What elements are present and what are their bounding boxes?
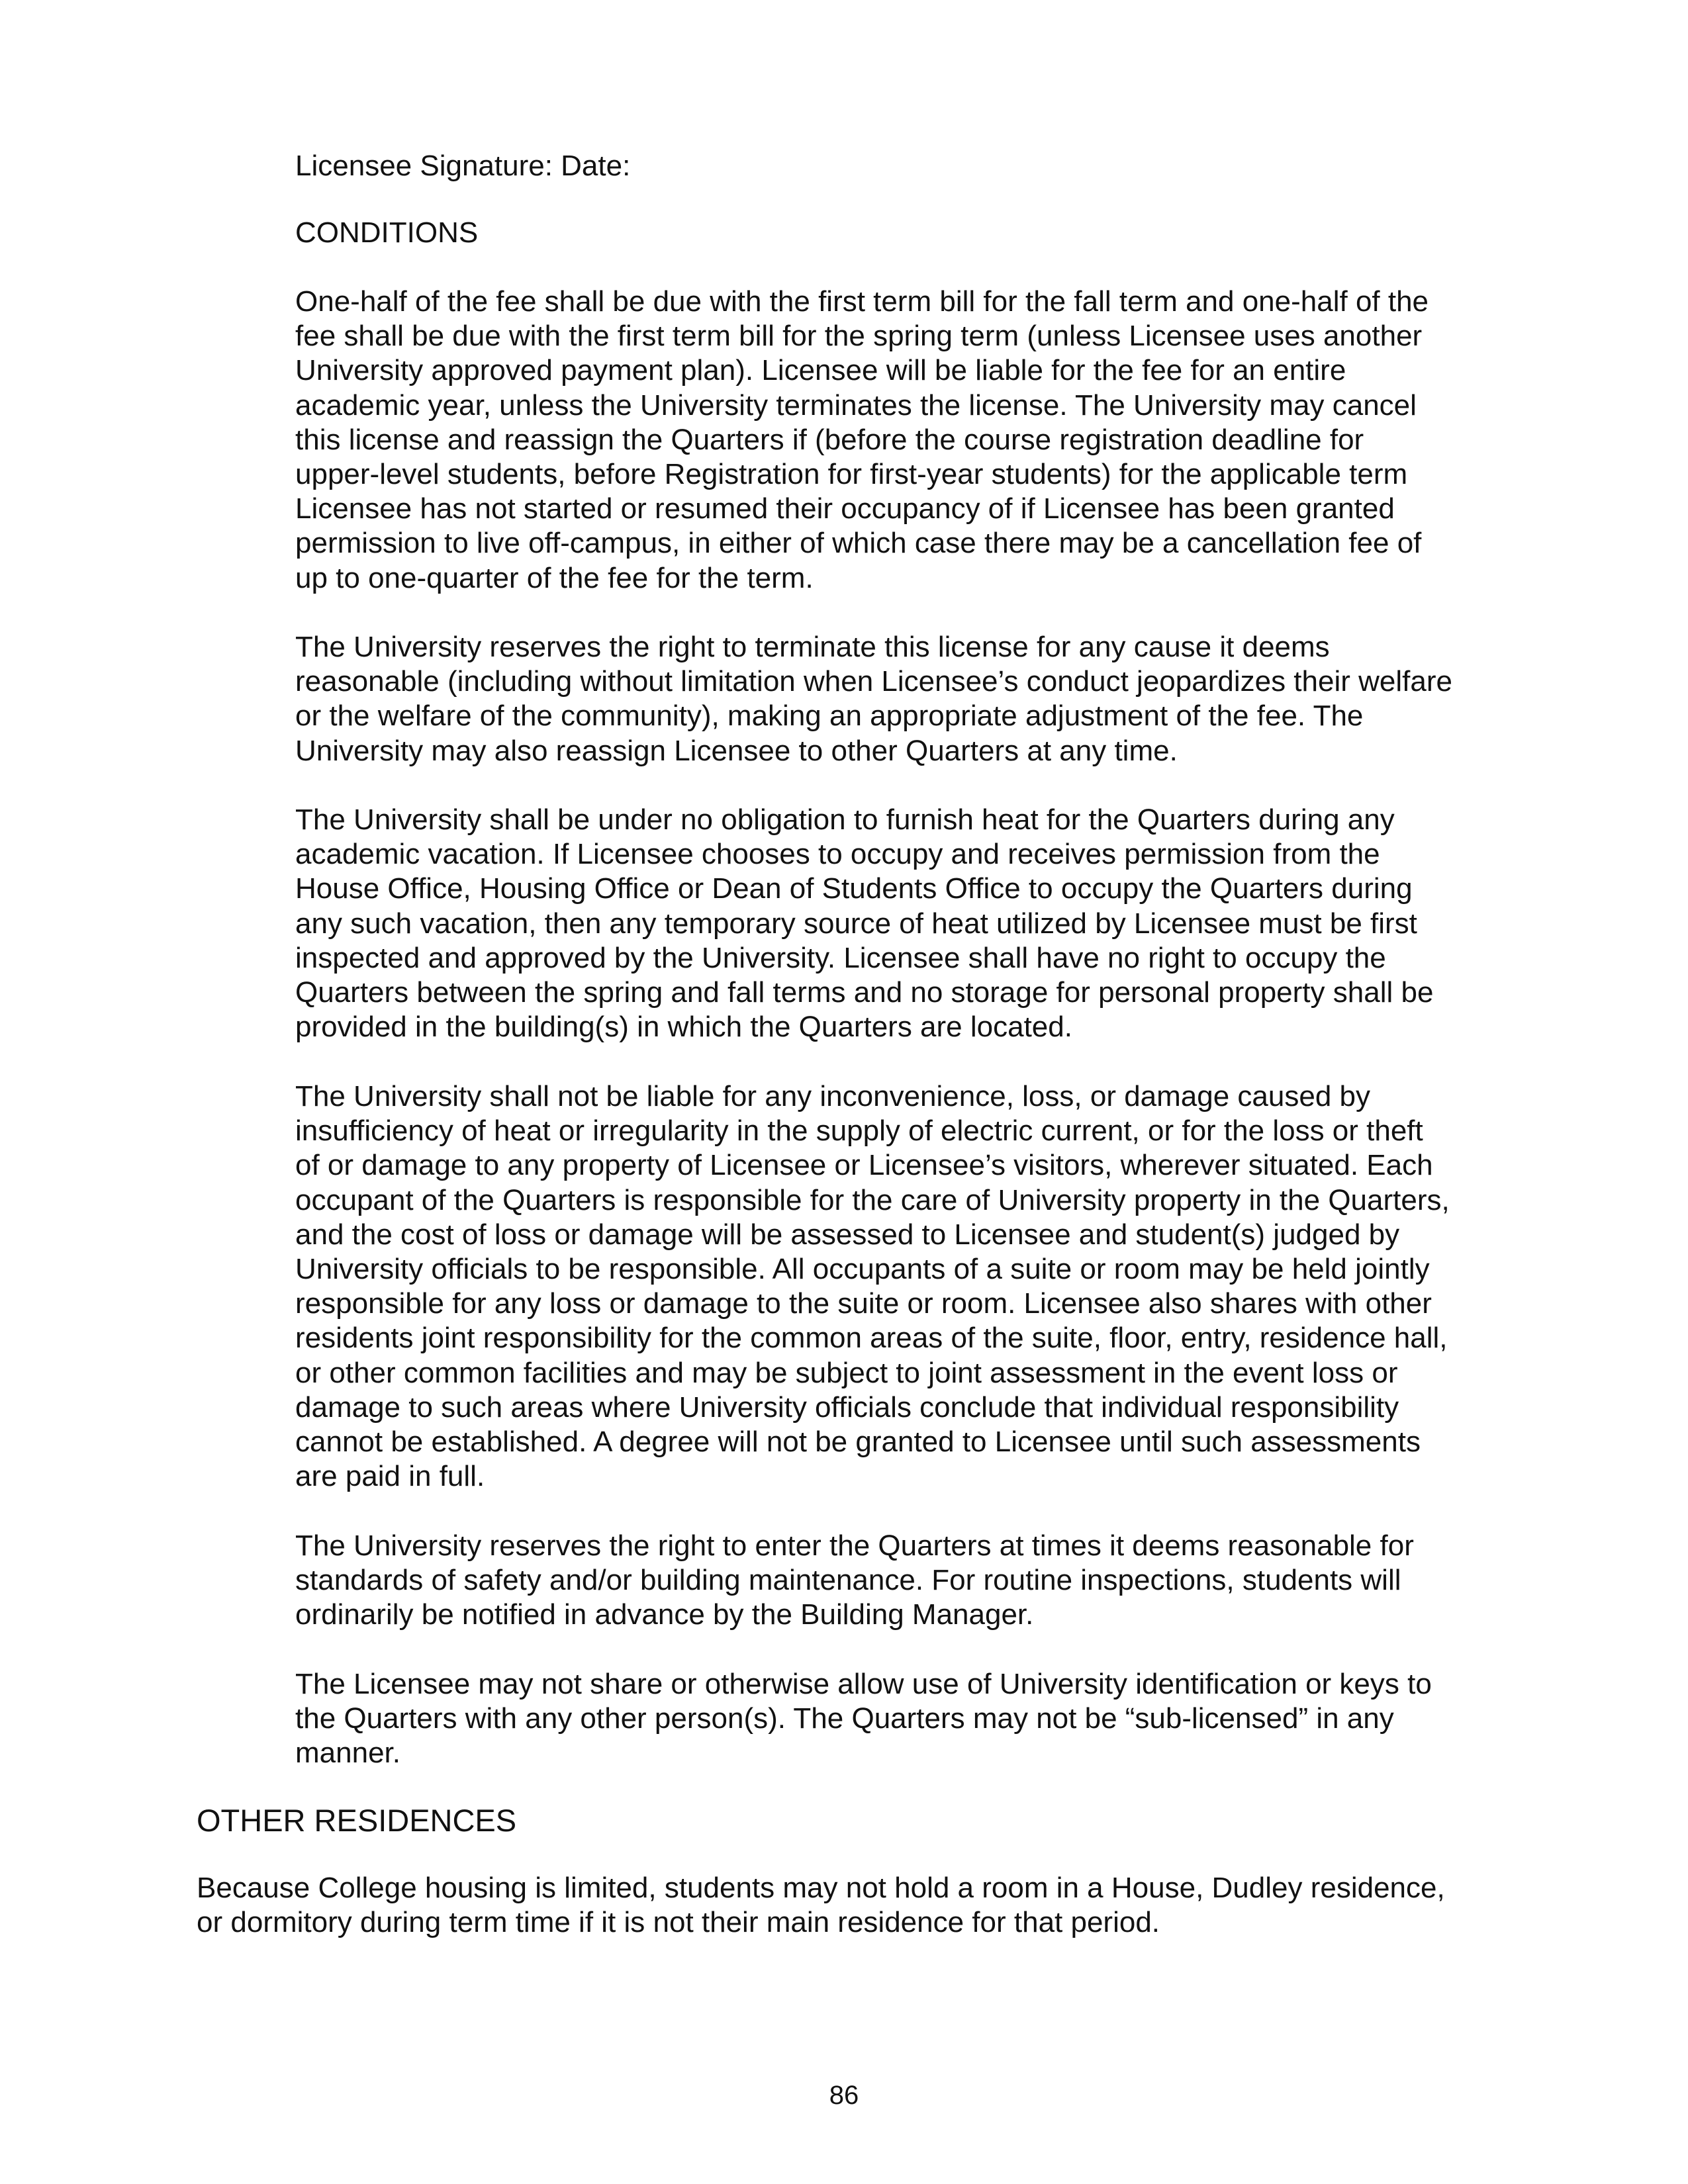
paragraph-line: The University shall not be liable for any inconvenience, loss, or damage caused by bbox=[295, 1080, 1371, 1113]
paragraph-line: The University reserves the right to enter the Quarters at times it deems reasonable for bbox=[295, 1529, 1414, 1562]
paragraph-line: up to one-quarter of the fee for the term. bbox=[295, 561, 814, 594]
paragraph-line: The University reserves the right to terminate this license for any cause it deems bbox=[295, 631, 1330, 663]
paragraph-line: damage to such areas where University officials conclude that individual responsibility bbox=[295, 1390, 1399, 1424]
paragraph-line: any such vacation, then any temporary source of heat utilized by Licensee must be first bbox=[295, 907, 1417, 940]
liability-paragraph bbox=[295, 1079, 1507, 1494]
paragraph-line: academic year, unless the University terminates the license. The University may cancel bbox=[295, 388, 1417, 422]
paragraph-line: cannot be established. A degree will not be granted to Licensee until such assessments bbox=[295, 1426, 1421, 1459]
paragraph-line: Licensee has not started or resumed their occupancy of if Licensee has been granted bbox=[295, 492, 1395, 525]
paragraph-line: University officials to be responsible. All occupants of a suite or room may be held jointly bbox=[295, 1253, 1430, 1286]
paragraph-line: are paid in full. bbox=[295, 1460, 485, 1493]
paragraph-line: manner. bbox=[295, 1737, 400, 1770]
paragraph-line: or dormitory during term time if it is not their main residence for that period. bbox=[197, 1906, 1160, 1939]
paragraph-line: University may also reassign Licensee to other Quarters at any time. bbox=[295, 734, 1178, 767]
paragraph-line: inspected and approved by the University. Licensee shall have no right to occupy the bbox=[295, 941, 1386, 974]
paragraph-line: and the cost of loss or damage will be assessed to Licensee and student(s) judged by bbox=[295, 1218, 1400, 1251]
paragraph-line: upper-level students, before Registration for first-year students) for the applicable term bbox=[295, 458, 1408, 491]
other-residences-paragraph bbox=[197, 1871, 1507, 1940]
paragraph-line: residents joint responsibility for the common areas of the suite, floor, entry, residence hall, bbox=[295, 1322, 1448, 1355]
entry-paragraph bbox=[295, 1529, 1507, 1633]
paragraph-line: the Quarters with any other person(s). The Quarters may not be “sub-licensed” in any bbox=[295, 1702, 1394, 1735]
paragraph-line: academic vacation. If Licensee chooses to occupy and receives permission from the bbox=[295, 838, 1380, 871]
paragraph-line: One-half of the fee shall be due with the first term bill for the fall term and one-half of the bbox=[295, 285, 1429, 318]
paragraph-line: House Office, Housing Office or Dean of Students Office to occupy the Quarters during bbox=[295, 872, 1413, 905]
paragraph-line: or other common facilities and may be subject to joint assessment in the event loss or bbox=[295, 1356, 1398, 1389]
signature-line: Licensee Signature: Date: bbox=[295, 150, 631, 182]
paragraph-line: standards of safety and/or building maintenance. For routine inspections, students will bbox=[295, 1564, 1401, 1597]
paragraph-line: of or damage to any property of Licensee or Licensee’s visitors, wherever situated. Each bbox=[295, 1149, 1433, 1182]
paragraph-line: University approved payment plan). Licensee will be liable for the fee for an entire bbox=[295, 354, 1346, 387]
paragraph-line: responsible for any loss or damage to the suite or room. Licensee also shares with other bbox=[295, 1287, 1432, 1320]
conditions-heading: CONDITIONS bbox=[295, 216, 479, 249]
paragraph-line: permission to live off-campus, in either of which case there may be a cancellation fee of bbox=[295, 527, 1422, 560]
paragraph-line: Quarters between the spring and fall terms and no storage for personal property shall be bbox=[295, 976, 1434, 1009]
paragraph-line: provided in the building(s) in which the Quarters are located. bbox=[295, 1011, 1072, 1044]
paragraph-line: fee shall be due with the first term bill for the spring term (unless Licensee uses another bbox=[295, 320, 1423, 353]
paragraph-line: The Licensee may not share or otherwise allow use of University identification or keys to bbox=[295, 1668, 1432, 1700]
paragraph-line: Because College housing is limited, students may not hold a room in a House, Dudley residence, bbox=[197, 1872, 1445, 1904]
termination-paragraph bbox=[295, 630, 1507, 768]
other-residences-heading: OTHER RESIDENCES bbox=[197, 1803, 517, 1838]
paragraph-line: occupant of the Quarters is responsible for the care of University property in the Quarters, bbox=[295, 1183, 1450, 1216]
paragraph-line: ordinarily be notified in advance by the Building Manager. bbox=[295, 1598, 1034, 1631]
paragraph-line: reasonable (including without limitation when Licensee’s conduct jeopardizes their welfare bbox=[295, 665, 1452, 698]
paragraph-line: this license and reassign the Quarters if (before the course registration deadline for bbox=[295, 423, 1364, 456]
fee-paragraph bbox=[295, 285, 1507, 596]
paragraph-line: The University shall be under no obligation to furnish heat for the Quarters during any bbox=[295, 803, 1395, 836]
sharing-paragraph bbox=[295, 1667, 1507, 1771]
paragraph-line: or the welfare of the community), making an appropriate adjustment of the fee. The bbox=[295, 700, 1364, 733]
paragraph-line: insufficiency of heat or irregularity in the supply of electric current, or for the loss or theft bbox=[295, 1115, 1423, 1148]
page-number: 86 bbox=[829, 2081, 859, 2110]
heat-vacation-paragraph bbox=[295, 803, 1507, 1044]
